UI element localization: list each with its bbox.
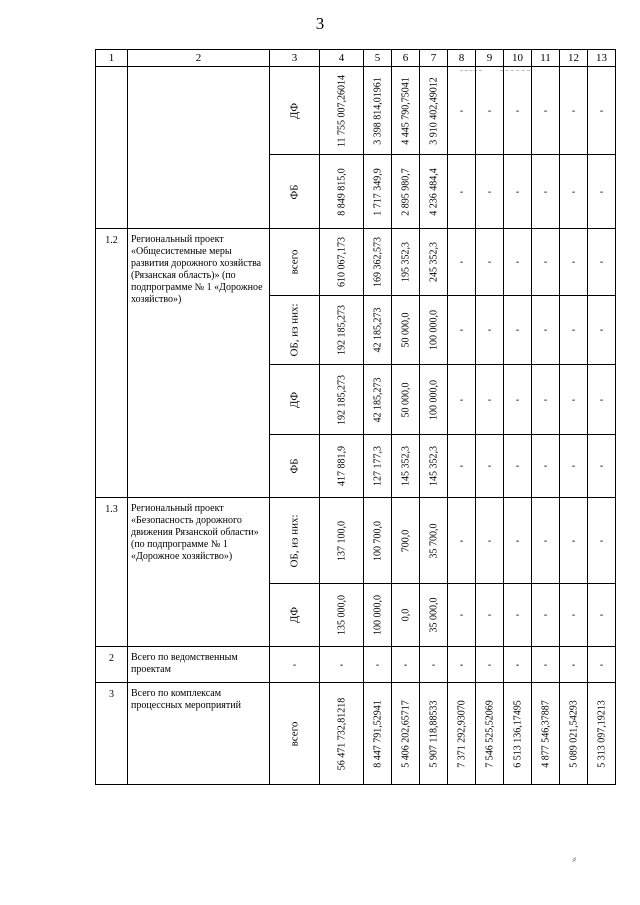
value-cell: 56 471 732,81218 [320,683,364,785]
value-cell: 192 185,273 [320,365,364,435]
funding-source: всего [270,683,320,785]
value-cell: 4 445 790,75041 [392,67,420,155]
value-cell: 192 185,273 [320,296,364,365]
value-cell: - [476,435,504,498]
value-cell: - [476,498,504,584]
value-cell: - [476,584,504,647]
value-cell: 100 000,0 [420,296,448,365]
value-cell: 42 185,273 [364,296,392,365]
value-cell: - [476,67,504,155]
value-cell: - [588,365,616,435]
value-cell: - [504,498,532,584]
col-header: 7 [420,50,448,67]
value-cell: - [532,647,560,683]
row-number: 1.3 [96,498,128,647]
value-cell: - [448,498,476,584]
col-header: 1 [96,50,128,67]
value-cell: - [532,365,560,435]
row-name: Всего по ведомственным проектам [128,647,270,683]
value-cell: - [588,67,616,155]
value-cell: 5 907 118,88533 [420,683,448,785]
value-cell: - [448,435,476,498]
value-cell: 42 185,273 [364,365,392,435]
value-cell: - [448,365,476,435]
value-cell: - [588,584,616,647]
col-header: 3 [270,50,320,67]
value-cell: - [504,584,532,647]
value-cell: 5 313 097,19213 [588,683,616,785]
value-cell: - [504,647,532,683]
value-cell: 610 067,173 [320,229,364,296]
value-cell: 8 849 815,0 [320,155,364,229]
value-cell: - [448,584,476,647]
value-cell: 100 000,0 [364,584,392,647]
value-cell: 4 236 484,4 [420,155,448,229]
value-cell: 145 352,3 [392,435,420,498]
value-cell: 700,0 [392,498,420,584]
value-cell: - [560,67,588,155]
value-cell: - [560,498,588,584]
col-header: 6 [392,50,420,67]
value-cell: - [560,647,588,683]
value-cell: - [448,647,476,683]
col-header: 4 [320,50,364,67]
row-number: 1.2 [96,229,128,498]
value-cell: - [504,435,532,498]
value-cell: - [448,229,476,296]
pencil-mark: ⸗ [572,852,577,867]
value-cell: 137 100,0 [320,498,364,584]
value-cell: - [476,229,504,296]
row-number: 3 [96,683,128,785]
value-cell: - [448,296,476,365]
value-cell: - [588,498,616,584]
col-header: 8 [448,50,476,67]
value-cell: - [420,647,448,683]
value-cell: - [448,155,476,229]
value-cell: 245 352,3 [420,229,448,296]
page-number: 3 [315,14,325,33]
value-cell: 5 406 202,65717 [392,683,420,785]
header-row [96,50,616,67]
value-cell: 8 447 791,52941 [364,683,392,785]
value-cell: 169 362,573 [364,229,392,296]
value-cell: - [364,647,392,683]
value-cell: 3 398 814,01961 [364,67,392,155]
value-cell: 7 371 292,93070 [448,683,476,785]
value-cell: - [532,229,560,296]
table-row [96,683,616,785]
row-number [96,67,128,229]
value-cell: - [532,67,560,155]
value-cell: 100 700,0 [364,498,392,584]
value-cell: 11 755 007,26014 [320,67,364,155]
value-cell: - [588,435,616,498]
value-cell: - [588,296,616,365]
col-header: 9 [476,50,504,67]
value-cell: - [532,296,560,365]
table-row [96,229,616,296]
value-cell: - [532,435,560,498]
value-cell: - [476,365,504,435]
value-cell: - [560,155,588,229]
value-cell: 35 000,0 [420,584,448,647]
value-cell: 100 000,0 [420,365,448,435]
value-cell: - [588,155,616,229]
value-cell: - [504,155,532,229]
value-cell: - [504,229,532,296]
funding-source: ДФ [270,584,320,647]
funding-source: ФБ [270,155,320,229]
table-row [96,498,616,584]
funding-source: ОБ, из них: [270,498,320,584]
value-cell: - [504,365,532,435]
value-cell: - [476,296,504,365]
value-cell: - [588,647,616,683]
value-cell: 35 700,0 [420,498,448,584]
value-cell: 50 000,0 [392,296,420,365]
value-cell: 5 089 021,54293 [560,683,588,785]
value-cell: - [532,498,560,584]
col-header: 12 [560,50,588,67]
row-number: 2 [96,647,128,683]
value-cell: - [532,584,560,647]
value-cell: 127 177,3 [364,435,392,498]
table-row [96,67,616,155]
col-header: 5 [364,50,392,67]
value-cell: 195 352,3 [392,229,420,296]
value-cell: - [320,647,364,683]
value-cell: 417 881,9 [320,435,364,498]
value-cell: 1 717 349,9 [364,155,392,229]
value-cell: 3 910 402,49012 [420,67,448,155]
funding-source: всего [270,229,320,296]
value-cell: - [560,229,588,296]
funding-source: ФБ [270,435,320,498]
value-cell: - [448,67,476,155]
value-cell: 2 895 980,7 [392,155,420,229]
value-cell: 50 000,0 [392,365,420,435]
value-cell: - [476,647,504,683]
col-header: 11 [532,50,560,67]
row-name: Региональный проект «Общесистемные меры развития дорожного хозяйства (Рязанская область)» (по подпрограмме № 1 «Дорожное хозяйство») [128,229,270,498]
row-name: Всего по комплексам процессных мероприятий [128,683,270,785]
value-cell: - [392,647,420,683]
value-cell: 6 513 136,17495 [504,683,532,785]
col-header: 2 [128,50,270,67]
row-name [128,67,270,229]
value-cell: - [532,155,560,229]
table-row [96,647,616,683]
value-cell: - [560,584,588,647]
value-cell: - [588,229,616,296]
funding-source: ОБ, из них: [270,296,320,365]
value-cell: - [504,67,532,155]
funding-source: ДФ [270,67,320,155]
value-cell: 135 000,0 [320,584,364,647]
funding-source: - [270,647,320,683]
value-cell: - [560,296,588,365]
row-name: Региональный проект «Безопасность дорожного движения Рязанской области» (по подпрограмме № 1 «Дорожное хозяйство») [128,498,270,647]
value-cell: 145 352,3 [420,435,448,498]
value-cell: 7 546 525,52069 [476,683,504,785]
value-cell: - [560,435,588,498]
value-cell: - [560,365,588,435]
value-cell: 4 877 546,37887 [532,683,560,785]
value-cell: - [504,296,532,365]
budget-table [95,49,616,785]
funding-source: ДФ [270,365,320,435]
value-cell: 0,0 [392,584,420,647]
col-header: 13 [588,50,616,67]
value-cell: - [476,155,504,229]
col-header: 10 [504,50,532,67]
